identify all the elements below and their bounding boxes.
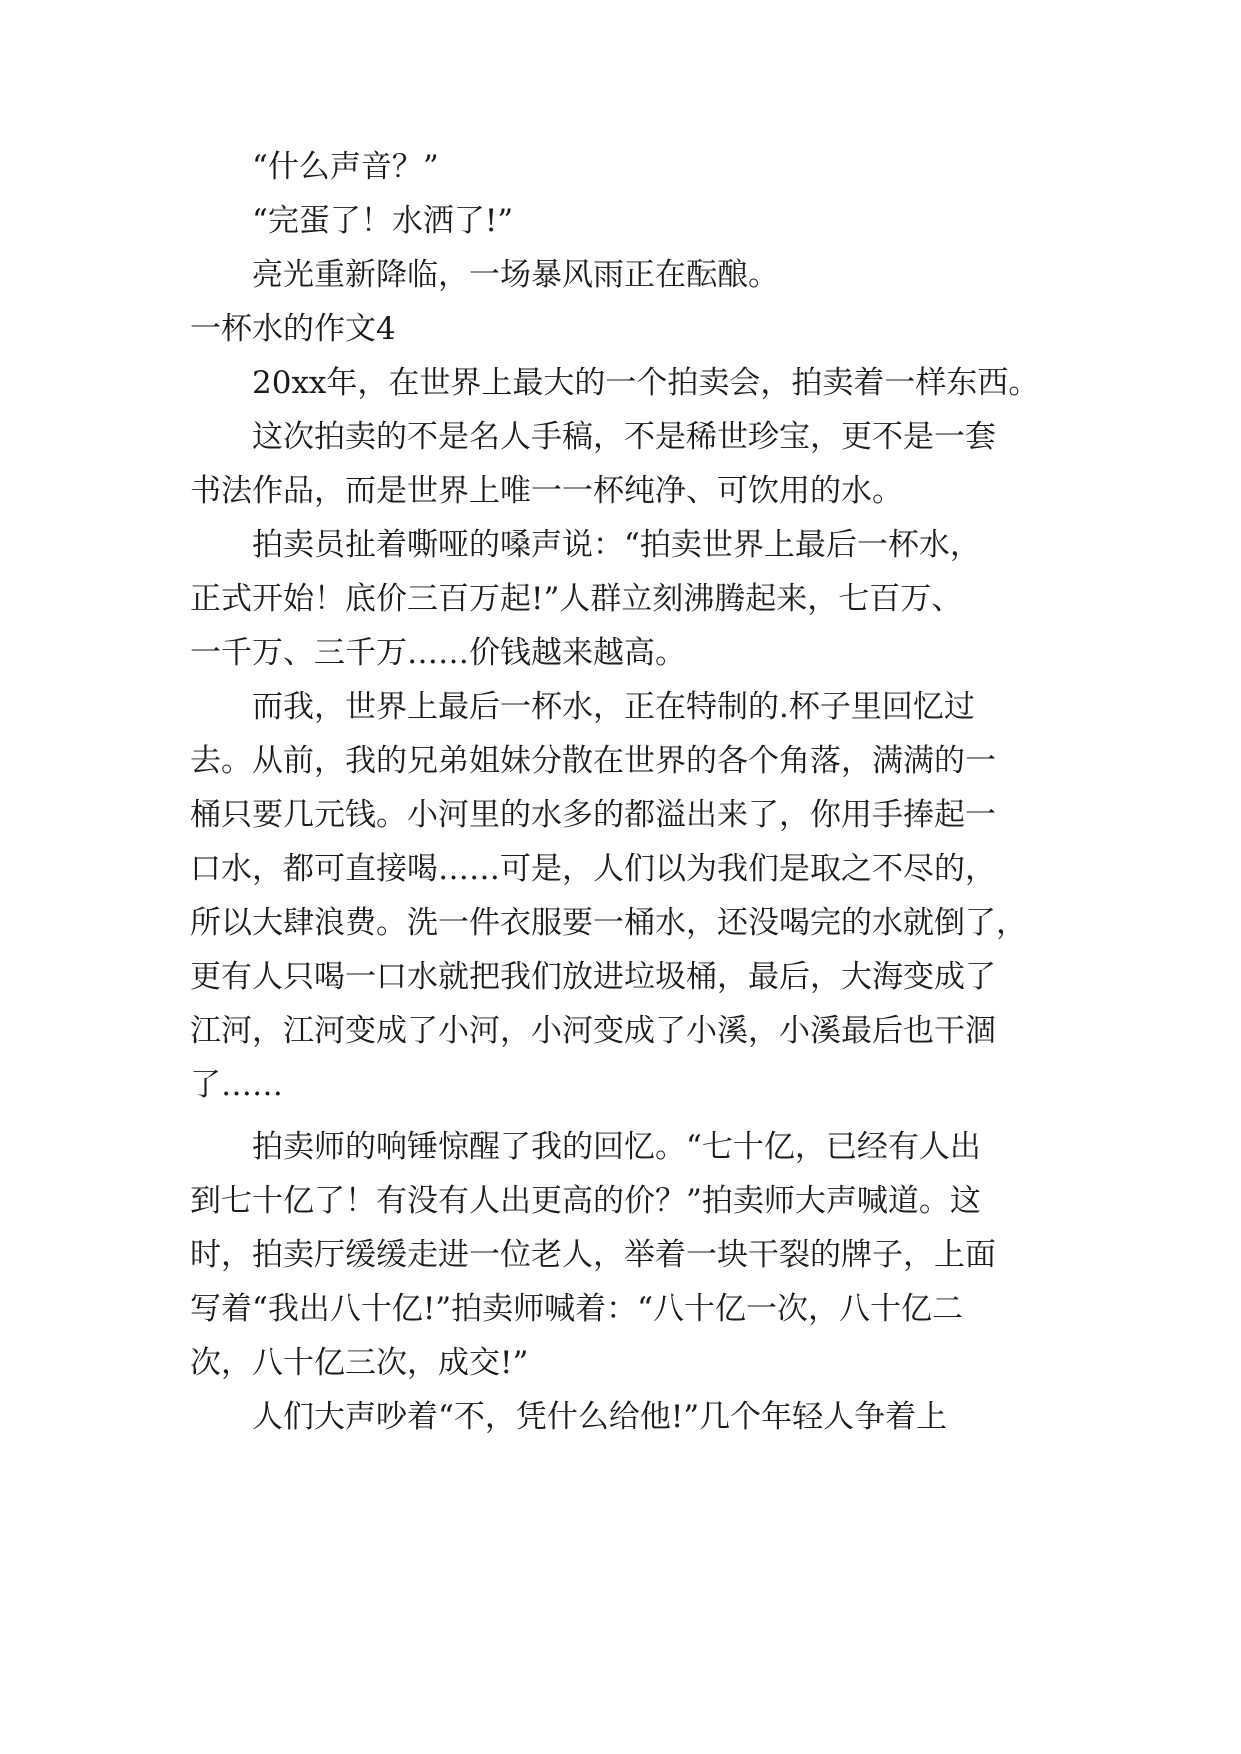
paragraph-line: 正式开始！底价三百万起!”人群立刻沸腾起来，七百万、 bbox=[190, 581, 963, 617]
paragraph-line: 去。从前，我的兄弟姐妹分散在世界的各个角落，满满的一 bbox=[190, 743, 996, 779]
paragraph-line: 江河，江河变成了小河，小河变成了小溪，小溪最后也干涸 bbox=[190, 1013, 996, 1049]
paragraph-line: 写着“我出八十亿!”拍卖师喊着：“八十亿一次，八十亿二 bbox=[190, 1291, 963, 1327]
paragraph-line: 一千万、三千万……价钱越来越高。 bbox=[190, 635, 686, 671]
section-title: 一杯水的作文4 bbox=[190, 311, 396, 347]
paragraph-line: 桶只要几元钱。小河里的水多的都溢出来了，你用手捧起一 bbox=[190, 797, 996, 833]
paragraph-line: 了…… bbox=[190, 1067, 283, 1103]
paragraph-line: 而我，世界上最后一杯水，正在特制的.杯子里回忆过 bbox=[252, 689, 975, 725]
paragraph-line: 时，拍卖厅缓缓走进一位老人，举着一块干裂的牌子，上面 bbox=[190, 1237, 996, 1273]
paragraph-line: 20xx年，在世界上最大的一个拍卖会，拍卖着一样东西。 bbox=[252, 365, 1040, 401]
paragraph-line: 拍卖师的响锤惊醒了我的回忆。“七十亿，已经有人出 bbox=[252, 1129, 981, 1165]
paragraph-line: 书法作品，而是世界上唯一一杯纯净、可饮用的水。 bbox=[190, 473, 903, 509]
paragraph-line: 拍卖员扯着嘶哑的嗓声说：“拍卖世界上最后一杯水， bbox=[252, 527, 981, 563]
paragraph-line: 次，八十亿三次，成交!” bbox=[190, 1345, 529, 1381]
paragraph-line: 亮光重新降临，一场暴风雨正在酝酿。 bbox=[252, 257, 779, 293]
dialogue-line: “什么声音？” bbox=[252, 149, 439, 185]
paragraph-line: 人们大声吵着“不，凭什么给他!”几个年轻人争着上 bbox=[252, 1399, 948, 1435]
paragraph-line: 这次拍卖的不是名人手稿，不是稀世珍宝，更不是一套 bbox=[252, 419, 996, 455]
paragraph-line: 更有人只喝一口水就把我们放进垃圾桶，最后，大海变成了 bbox=[190, 959, 996, 995]
dialogue-line: “完蛋了！水洒了!” bbox=[252, 203, 514, 239]
paragraph-line: 所以大肆浪费。洗一件衣服要一桶水，还没喝完的水就倒了， bbox=[190, 905, 1027, 941]
paragraph-line: 到七十亿了！有没有人出更高的价？”拍卖师大声喊道。这 bbox=[190, 1183, 981, 1219]
paragraph-line: 口水，都可直接喝……可是，人们以为我们是取之不尽的， bbox=[190, 851, 996, 887]
